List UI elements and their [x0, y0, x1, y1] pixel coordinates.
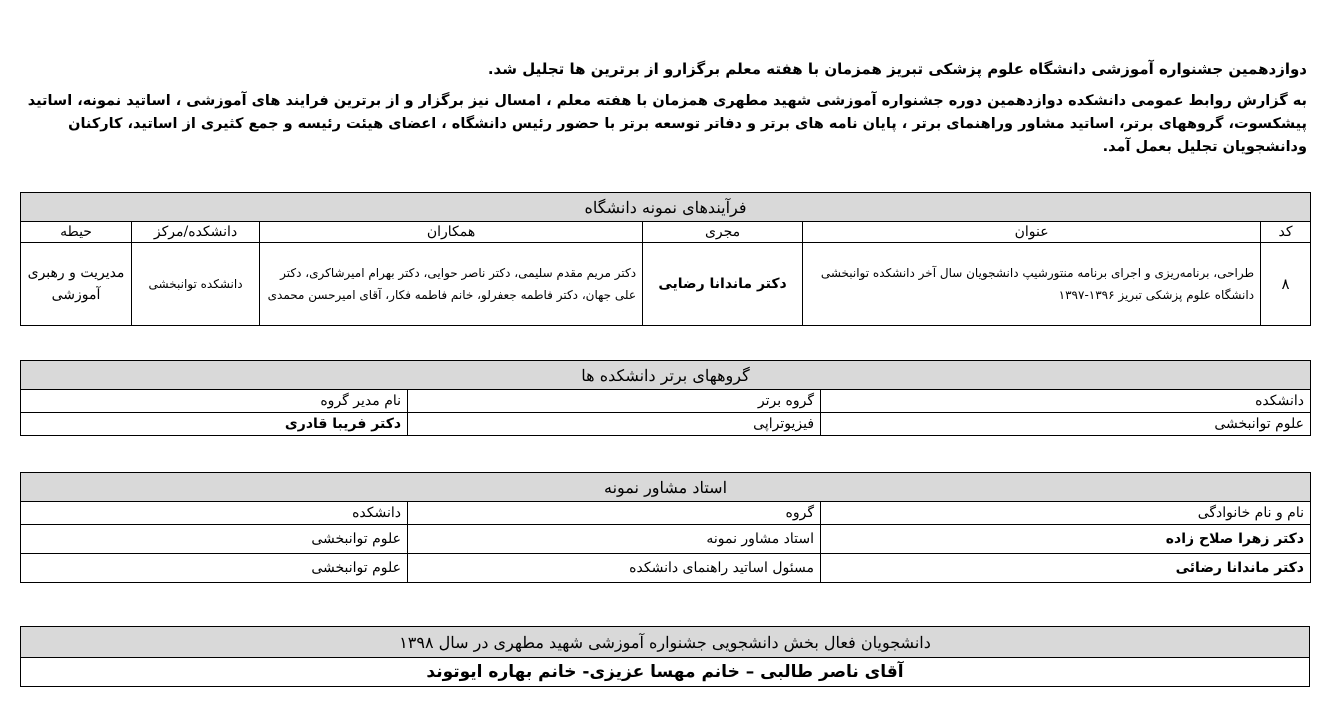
col-header-group: گروه برتر [408, 390, 821, 413]
top-groups-title: گروههای برتر دانشکده ها [21, 361, 1311, 390]
table-header-row [21, 222, 1311, 243]
process-executor: دکتر ماندانا رضایی [643, 243, 803, 326]
active-students-table [20, 626, 1310, 687]
col-header-area: حیطه [21, 222, 132, 243]
advisor-faculty: علوم توانبخشی [21, 554, 408, 583]
group-name: فیزیوتراپی [408, 413, 821, 436]
active-students-names: آقای ناصر طالبی – خانم مهسا عزیزی- خانم بهاره ایوتوند [21, 658, 1310, 687]
col-header-name: نام و نام خانوادگی [821, 502, 1311, 525]
col-header-code: کد [1261, 222, 1311, 243]
col-header-group: گروه [408, 502, 821, 525]
table-row [21, 658, 1310, 687]
advisor-group: استاد مشاور نمونه [408, 525, 821, 554]
col-header-faculty: دانشکده [21, 502, 408, 525]
group-manager: دکتر فریبا قادری [21, 413, 408, 436]
news-body: به گزارش روابط عمومی دانشکده دوازدهمین دوره جشنواره آموزشی شهید مطهری همزمان با هفته معلم ، امسال نیز برگزار و از برترین فرایند های آموزشی ، اساتید نمونه، اساتید پیشکسوت، گروههای برتر، اساتید مشاور وراهنمای برتر ، پایان نامه های برتر و دفاتر توسعه برتر با حضور رئیس دانشگاه ، اعضای هیئت رئیسه و جمع کثیری از اساتید، کارکنان ودانشجویان تجلیل بعمل آمد. [27, 93, 1307, 155]
col-header-collaborators: همکاران [260, 222, 643, 243]
col-header-executor: مجری [643, 222, 803, 243]
process-faculty: دانشکده توانبخشی [132, 243, 260, 326]
advisor-group: مسئول اساتید راهنمای دانشکده [408, 554, 821, 583]
process-title: طراحی، برنامه‌ریزی و اجرای برنامه منتورشیپ دانشجویان سال آخر دانشکده توانبخشی دانشگاه علوم پزشکی تبریز ۱۳۹۶-۱۳۹۷ [803, 243, 1261, 326]
process-area: مدیریت و رهبری آموزشی [21, 243, 132, 326]
sample-advisors-table [20, 472, 1311, 583]
advisor-name: دکتر زهرا صلاح زاده [821, 525, 1311, 554]
advisor-faculty: علوم توانبخشی [21, 525, 408, 554]
col-header-manager: نام مدیر گروه [21, 390, 408, 413]
active-students-title: دانشجویان فعال بخش دانشجویی جشنواره آموزشی شهید مطهری در سال ۱۳۹۸ [21, 627, 1310, 658]
col-header-title: عنوان [803, 222, 1261, 243]
col-header-faculty: دانشکده [821, 390, 1311, 413]
table-row [21, 525, 1311, 554]
sample-advisors-title: استاد مشاور نمونه [21, 473, 1311, 502]
process-collaborators: دکتر مریم مقدم سلیمی، دکتر ناصر حوایی، دکتر بهرام امیرشاکری، دکتر علی جهان، دکتر فاطمه جعفرلو، خانم فاطمه فکار، آقای امیرحسن محمدی [260, 243, 643, 326]
table-row [21, 243, 1311, 326]
sample-processes-title: فرآیندهای نمونه دانشگاه [21, 193, 1311, 222]
table-row [21, 413, 1311, 436]
table-header-row [21, 390, 1311, 413]
group-faculty: علوم توانبخشی [821, 413, 1311, 436]
sample-processes-table [20, 192, 1311, 326]
table-row [21, 554, 1311, 583]
table-header-row [21, 502, 1311, 525]
advisor-name: دکتر ماندانا رضائی [821, 554, 1311, 583]
top-groups-table [20, 360, 1311, 436]
process-code: ۸ [1261, 243, 1311, 326]
col-header-faculty: دانشکده/مرکز [132, 222, 260, 243]
news-headline: دوازدهمین جشنواره آموزشی دانشگاه علوم پزشکی تبریز همزمان با هفته معلم برگزارو از برترین ها تجلیل شد. [487, 60, 1307, 78]
